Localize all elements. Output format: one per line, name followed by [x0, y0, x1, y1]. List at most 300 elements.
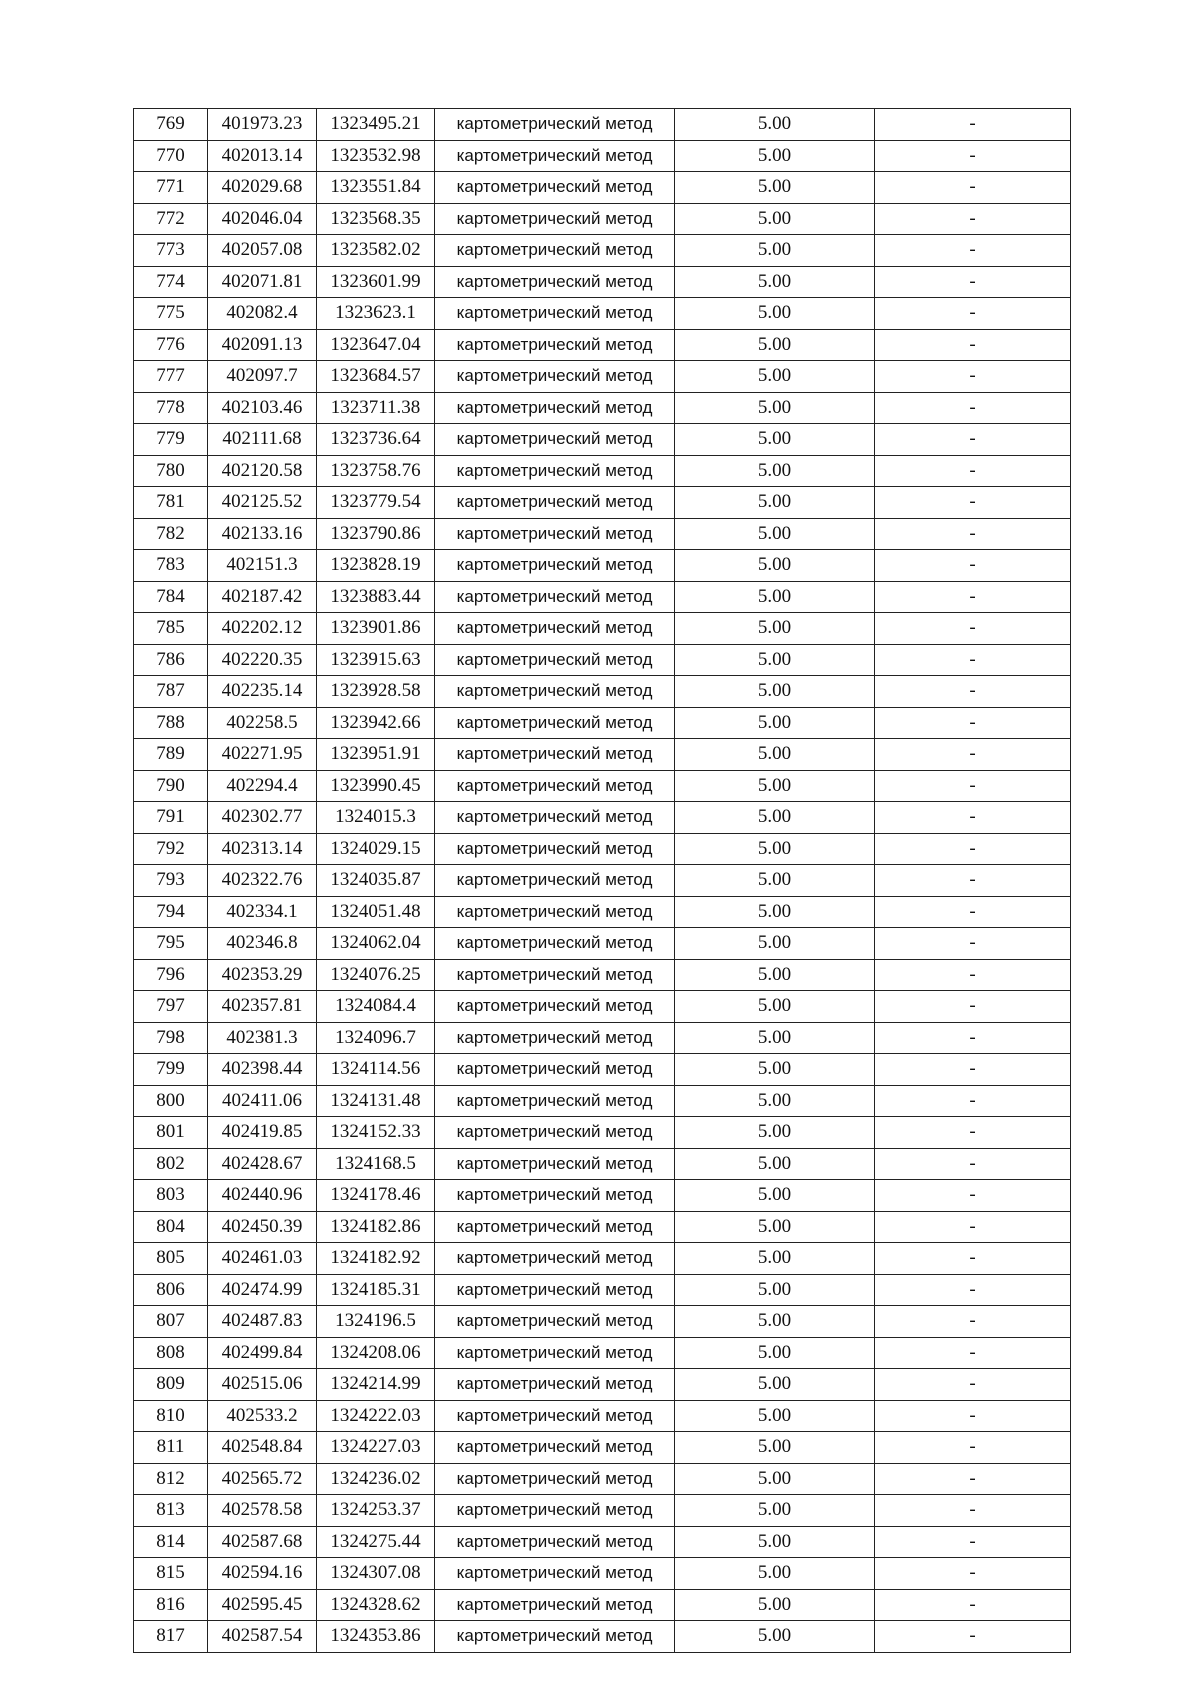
method-cell: картометрический метод	[435, 140, 675, 172]
y-coordinate-cell: 1324015.3	[317, 802, 435, 834]
x-coordinate-cell: 402258.5	[208, 707, 317, 739]
accuracy-cell: 5.00	[675, 1526, 875, 1558]
point-number-cell: 779	[134, 424, 208, 456]
method-cell: картометрический метод	[435, 1243, 675, 1275]
table-row	[134, 518, 1071, 550]
accuracy-cell: 5.00	[675, 1117, 875, 1149]
x-coordinate-cell: 402097.7	[208, 361, 317, 393]
table-row	[134, 644, 1071, 676]
y-coordinate-cell: 1324035.87	[317, 865, 435, 897]
table-row	[134, 203, 1071, 235]
coordinates-table	[133, 108, 1071, 1653]
y-coordinate-cell: 1323495.21	[317, 109, 435, 141]
y-coordinate-cell: 1323901.86	[317, 613, 435, 645]
note-cell: -	[875, 928, 1071, 960]
method-cell: картометрический метод	[435, 1054, 675, 1086]
accuracy-cell: 5.00	[675, 1085, 875, 1117]
method-cell: картометрический метод	[435, 203, 675, 235]
method-cell: картометрический метод	[435, 1526, 675, 1558]
method-cell: картометрический метод	[435, 1621, 675, 1653]
accuracy-cell: 5.00	[675, 550, 875, 582]
accuracy-cell: 5.00	[675, 1400, 875, 1432]
x-coordinate-cell: 402313.14	[208, 833, 317, 865]
point-number-cell: 781	[134, 487, 208, 519]
y-coordinate-cell: 1324307.08	[317, 1558, 435, 1590]
x-coordinate-cell: 402133.16	[208, 518, 317, 550]
x-coordinate-cell: 402013.14	[208, 140, 317, 172]
accuracy-cell: 5.00	[675, 298, 875, 330]
y-coordinate-cell: 1323758.76	[317, 455, 435, 487]
table-row	[134, 1369, 1071, 1401]
point-number-cell: 780	[134, 455, 208, 487]
note-cell: -	[875, 676, 1071, 708]
point-number-cell: 800	[134, 1085, 208, 1117]
y-coordinate-cell: 1324084.4	[317, 991, 435, 1023]
y-coordinate-cell: 1324196.5	[317, 1306, 435, 1338]
accuracy-cell: 5.00	[675, 644, 875, 676]
accuracy-cell: 5.00	[675, 1180, 875, 1212]
method-cell: картометрический метод	[435, 896, 675, 928]
x-coordinate-cell: 402440.96	[208, 1180, 317, 1212]
x-coordinate-cell: 402294.4	[208, 770, 317, 802]
x-coordinate-cell: 402346.8	[208, 928, 317, 960]
method-cell: картометрический метод	[435, 644, 675, 676]
accuracy-cell: 5.00	[675, 266, 875, 298]
y-coordinate-cell: 1323623.1	[317, 298, 435, 330]
point-number-cell: 816	[134, 1589, 208, 1621]
x-coordinate-cell: 402151.3	[208, 550, 317, 582]
coordinates-table-body	[134, 109, 1071, 1653]
note-cell: -	[875, 1621, 1071, 1653]
note-cell: -	[875, 1369, 1071, 1401]
point-number-cell: 774	[134, 266, 208, 298]
point-number-cell: 776	[134, 329, 208, 361]
accuracy-cell: 5.00	[675, 1274, 875, 1306]
x-coordinate-cell: 402515.06	[208, 1369, 317, 1401]
table-row	[134, 550, 1071, 582]
point-number-cell: 786	[134, 644, 208, 676]
table-row	[134, 928, 1071, 960]
x-coordinate-cell: 402103.46	[208, 392, 317, 424]
method-cell: картометрический метод	[435, 928, 675, 960]
method-cell: картометрический метод	[435, 959, 675, 991]
point-number-cell: 791	[134, 802, 208, 834]
note-cell: -	[875, 865, 1071, 897]
table-row	[134, 392, 1071, 424]
x-coordinate-cell: 402595.45	[208, 1589, 317, 1621]
table-row	[134, 1306, 1071, 1338]
accuracy-cell: 5.00	[675, 1589, 875, 1621]
point-number-cell: 769	[134, 109, 208, 141]
point-number-cell: 775	[134, 298, 208, 330]
accuracy-cell: 5.00	[675, 959, 875, 991]
accuracy-cell: 5.00	[675, 581, 875, 613]
note-cell: -	[875, 487, 1071, 519]
accuracy-cell: 5.00	[675, 1369, 875, 1401]
note-cell: -	[875, 109, 1071, 141]
point-number-cell: 798	[134, 1022, 208, 1054]
point-number-cell: 796	[134, 959, 208, 991]
point-number-cell: 812	[134, 1463, 208, 1495]
table-row	[134, 1148, 1071, 1180]
note-cell: -	[875, 298, 1071, 330]
y-coordinate-cell: 1324236.02	[317, 1463, 435, 1495]
table-row	[134, 1526, 1071, 1558]
method-cell: картометрический метод	[435, 739, 675, 771]
note-cell: -	[875, 203, 1071, 235]
note-cell: -	[875, 266, 1071, 298]
point-number-cell: 778	[134, 392, 208, 424]
accuracy-cell: 5.00	[675, 392, 875, 424]
method-cell: картометрический метод	[435, 1180, 675, 1212]
table-row	[134, 613, 1071, 645]
y-coordinate-cell: 1324208.06	[317, 1337, 435, 1369]
accuracy-cell: 5.00	[675, 235, 875, 267]
point-number-cell: 817	[134, 1621, 208, 1653]
x-coordinate-cell: 402565.72	[208, 1463, 317, 1495]
method-cell: картометрический метод	[435, 424, 675, 456]
note-cell: -	[875, 392, 1071, 424]
table-row	[134, 802, 1071, 834]
note-cell: -	[875, 1495, 1071, 1527]
note-cell: -	[875, 172, 1071, 204]
y-coordinate-cell: 1324168.5	[317, 1148, 435, 1180]
y-coordinate-cell: 1323779.54	[317, 487, 435, 519]
method-cell: картометрический метод	[435, 1022, 675, 1054]
note-cell: -	[875, 1558, 1071, 1590]
method-cell: картометрический метод	[435, 1432, 675, 1464]
point-number-cell: 809	[134, 1369, 208, 1401]
note-cell: -	[875, 1243, 1071, 1275]
table-row	[134, 487, 1071, 519]
table-row	[134, 1337, 1071, 1369]
x-coordinate-cell: 402111.68	[208, 424, 317, 456]
table-row	[134, 1432, 1071, 1464]
table-row	[134, 1054, 1071, 1086]
method-cell: картометрический метод	[435, 1085, 675, 1117]
note-cell: -	[875, 1526, 1071, 1558]
y-coordinate-cell: 1323601.99	[317, 266, 435, 298]
note-cell: -	[875, 1274, 1071, 1306]
point-number-cell: 770	[134, 140, 208, 172]
method-cell: картометрический метод	[435, 235, 675, 267]
accuracy-cell: 5.00	[675, 487, 875, 519]
table-row	[134, 140, 1071, 172]
note-cell: -	[875, 1085, 1071, 1117]
table-row	[134, 235, 1071, 267]
table-row	[134, 1211, 1071, 1243]
point-number-cell: 784	[134, 581, 208, 613]
table-row	[134, 1463, 1071, 1495]
note-cell: -	[875, 1117, 1071, 1149]
y-coordinate-cell: 1324214.99	[317, 1369, 435, 1401]
note-cell: -	[875, 1463, 1071, 1495]
x-coordinate-cell: 402091.13	[208, 329, 317, 361]
note-cell: -	[875, 1211, 1071, 1243]
x-coordinate-cell: 402334.1	[208, 896, 317, 928]
note-cell: -	[875, 770, 1071, 802]
x-coordinate-cell: 402125.52	[208, 487, 317, 519]
note-cell: -	[875, 361, 1071, 393]
point-number-cell: 785	[134, 613, 208, 645]
x-coordinate-cell: 402322.76	[208, 865, 317, 897]
y-coordinate-cell: 1323883.44	[317, 581, 435, 613]
table-row	[134, 707, 1071, 739]
accuracy-cell: 5.00	[675, 928, 875, 960]
y-coordinate-cell: 1323647.04	[317, 329, 435, 361]
accuracy-cell: 5.00	[675, 739, 875, 771]
accuracy-cell: 5.00	[675, 455, 875, 487]
note-cell: -	[875, 581, 1071, 613]
method-cell: картометрический метод	[435, 1558, 675, 1590]
y-coordinate-cell: 1323990.45	[317, 770, 435, 802]
accuracy-cell: 5.00	[675, 676, 875, 708]
y-coordinate-cell: 1324051.48	[317, 896, 435, 928]
table-row	[134, 1558, 1071, 1590]
y-coordinate-cell: 1324178.46	[317, 1180, 435, 1212]
table-row	[134, 361, 1071, 393]
y-coordinate-cell: 1324131.48	[317, 1085, 435, 1117]
accuracy-cell: 5.00	[675, 109, 875, 141]
accuracy-cell: 5.00	[675, 1306, 875, 1338]
method-cell: картометрический метод	[435, 1495, 675, 1527]
point-number-cell: 783	[134, 550, 208, 582]
x-coordinate-cell: 402353.29	[208, 959, 317, 991]
y-coordinate-cell: 1324353.86	[317, 1621, 435, 1653]
x-coordinate-cell: 402548.84	[208, 1432, 317, 1464]
accuracy-cell: 5.00	[675, 203, 875, 235]
y-coordinate-cell: 1324152.33	[317, 1117, 435, 1149]
accuracy-cell: 5.00	[675, 329, 875, 361]
y-coordinate-cell: 1323828.19	[317, 550, 435, 582]
note-cell: -	[875, 455, 1071, 487]
table-row	[134, 172, 1071, 204]
x-coordinate-cell: 402271.95	[208, 739, 317, 771]
x-coordinate-cell: 402398.44	[208, 1054, 317, 1086]
accuracy-cell: 5.00	[675, 172, 875, 204]
x-coordinate-cell: 402029.68	[208, 172, 317, 204]
x-coordinate-cell: 402302.77	[208, 802, 317, 834]
y-coordinate-cell: 1324096.7	[317, 1022, 435, 1054]
y-coordinate-cell: 1323711.38	[317, 392, 435, 424]
y-coordinate-cell: 1323551.84	[317, 172, 435, 204]
method-cell: картометрический метод	[435, 1589, 675, 1621]
y-coordinate-cell: 1324182.92	[317, 1243, 435, 1275]
x-coordinate-cell: 402202.12	[208, 613, 317, 645]
method-cell: картометрический метод	[435, 298, 675, 330]
x-coordinate-cell: 402235.14	[208, 676, 317, 708]
accuracy-cell: 5.00	[675, 361, 875, 393]
point-number-cell: 814	[134, 1526, 208, 1558]
table-row	[134, 1180, 1071, 1212]
method-cell: картометрический метод	[435, 455, 675, 487]
table-row	[134, 1400, 1071, 1432]
note-cell: -	[875, 1337, 1071, 1369]
table-row	[134, 1085, 1071, 1117]
method-cell: картометрический метод	[435, 770, 675, 802]
table-row	[134, 298, 1071, 330]
table-row	[134, 1621, 1071, 1653]
table-row	[134, 109, 1071, 141]
note-cell: -	[875, 518, 1071, 550]
y-coordinate-cell: 1324114.56	[317, 1054, 435, 1086]
method-cell: картометрический метод	[435, 487, 675, 519]
table-row	[134, 991, 1071, 1023]
y-coordinate-cell: 1323942.66	[317, 707, 435, 739]
point-number-cell: 808	[134, 1337, 208, 1369]
method-cell: картометрический метод	[435, 109, 675, 141]
x-coordinate-cell: 402461.03	[208, 1243, 317, 1275]
point-number-cell: 792	[134, 833, 208, 865]
x-coordinate-cell: 402587.54	[208, 1621, 317, 1653]
point-number-cell: 815	[134, 1558, 208, 1590]
accuracy-cell: 5.00	[675, 1337, 875, 1369]
x-coordinate-cell: 402533.2	[208, 1400, 317, 1432]
accuracy-cell: 5.00	[675, 613, 875, 645]
point-number-cell: 802	[134, 1148, 208, 1180]
y-coordinate-cell: 1324182.86	[317, 1211, 435, 1243]
table-row	[134, 739, 1071, 771]
method-cell: картометрический метод	[435, 991, 675, 1023]
accuracy-cell: 5.00	[675, 1558, 875, 1590]
y-coordinate-cell: 1323532.98	[317, 140, 435, 172]
table-row	[134, 896, 1071, 928]
accuracy-cell: 5.00	[675, 1211, 875, 1243]
method-cell: картометрический метод	[435, 707, 675, 739]
accuracy-cell: 5.00	[675, 1022, 875, 1054]
point-number-cell: 797	[134, 991, 208, 1023]
point-number-cell: 787	[134, 676, 208, 708]
accuracy-cell: 5.00	[675, 865, 875, 897]
method-cell: картометрический метод	[435, 1306, 675, 1338]
method-cell: картометрический метод	[435, 172, 675, 204]
point-number-cell: 813	[134, 1495, 208, 1527]
method-cell: картометрический метод	[435, 361, 675, 393]
method-cell: картометрический метод	[435, 1274, 675, 1306]
table-row	[134, 959, 1071, 991]
method-cell: картометрический метод	[435, 1463, 675, 1495]
table-row	[134, 676, 1071, 708]
table-row	[134, 1117, 1071, 1149]
y-coordinate-cell: 1323915.63	[317, 644, 435, 676]
note-cell: -	[875, 1054, 1071, 1086]
x-coordinate-cell: 402411.06	[208, 1085, 317, 1117]
table-row	[134, 1274, 1071, 1306]
note-cell: -	[875, 896, 1071, 928]
x-coordinate-cell: 402428.67	[208, 1148, 317, 1180]
x-coordinate-cell: 402220.35	[208, 644, 317, 676]
accuracy-cell: 5.00	[675, 424, 875, 456]
method-cell: картометрический метод	[435, 1400, 675, 1432]
x-coordinate-cell: 402594.16	[208, 1558, 317, 1590]
y-coordinate-cell: 1324029.15	[317, 833, 435, 865]
method-cell: картометрический метод	[435, 1148, 675, 1180]
note-cell: -	[875, 1148, 1071, 1180]
note-cell: -	[875, 644, 1071, 676]
y-coordinate-cell: 1323928.58	[317, 676, 435, 708]
accuracy-cell: 5.00	[675, 802, 875, 834]
x-coordinate-cell: 402057.08	[208, 235, 317, 267]
y-coordinate-cell: 1323736.64	[317, 424, 435, 456]
x-coordinate-cell: 402381.3	[208, 1022, 317, 1054]
y-coordinate-cell: 1323951.91	[317, 739, 435, 771]
note-cell: -	[875, 613, 1071, 645]
accuracy-cell: 5.00	[675, 833, 875, 865]
accuracy-cell: 5.00	[675, 991, 875, 1023]
method-cell: картометрический метод	[435, 1369, 675, 1401]
point-number-cell: 788	[134, 707, 208, 739]
accuracy-cell: 5.00	[675, 1463, 875, 1495]
note-cell: -	[875, 1400, 1071, 1432]
point-number-cell: 794	[134, 896, 208, 928]
x-coordinate-cell: 402120.58	[208, 455, 317, 487]
accuracy-cell: 5.00	[675, 896, 875, 928]
note-cell: -	[875, 739, 1071, 771]
note-cell: -	[875, 1022, 1071, 1054]
x-coordinate-cell: 402187.42	[208, 581, 317, 613]
y-coordinate-cell: 1324227.03	[317, 1432, 435, 1464]
y-coordinate-cell: 1323582.02	[317, 235, 435, 267]
y-coordinate-cell: 1324062.04	[317, 928, 435, 960]
accuracy-cell: 5.00	[675, 140, 875, 172]
note-cell: -	[875, 802, 1071, 834]
table-row	[134, 1243, 1071, 1275]
method-cell: картометрический метод	[435, 550, 675, 582]
point-number-cell: 803	[134, 1180, 208, 1212]
y-coordinate-cell: 1324185.31	[317, 1274, 435, 1306]
y-coordinate-cell: 1323790.86	[317, 518, 435, 550]
accuracy-cell: 5.00	[675, 1148, 875, 1180]
point-number-cell: 772	[134, 203, 208, 235]
point-number-cell: 799	[134, 1054, 208, 1086]
point-number-cell: 806	[134, 1274, 208, 1306]
accuracy-cell: 5.00	[675, 1432, 875, 1464]
method-cell: картометрический метод	[435, 1337, 675, 1369]
accuracy-cell: 5.00	[675, 1243, 875, 1275]
point-number-cell: 777	[134, 361, 208, 393]
note-cell: -	[875, 1589, 1071, 1621]
point-number-cell: 782	[134, 518, 208, 550]
table-row	[134, 1589, 1071, 1621]
point-number-cell: 804	[134, 1211, 208, 1243]
note-cell: -	[875, 1306, 1071, 1338]
x-coordinate-cell: 402357.81	[208, 991, 317, 1023]
note-cell: -	[875, 833, 1071, 865]
point-number-cell: 790	[134, 770, 208, 802]
method-cell: картометрический метод	[435, 1117, 675, 1149]
x-coordinate-cell: 402474.99	[208, 1274, 317, 1306]
point-number-cell: 789	[134, 739, 208, 771]
table-row	[134, 770, 1071, 802]
method-cell: картометрический метод	[435, 329, 675, 361]
table-row	[134, 581, 1071, 613]
accuracy-cell: 5.00	[675, 518, 875, 550]
x-coordinate-cell: 402419.85	[208, 1117, 317, 1149]
method-cell: картометрический метод	[435, 865, 675, 897]
x-coordinate-cell: 401973.23	[208, 109, 317, 141]
table-row	[134, 1022, 1071, 1054]
accuracy-cell: 5.00	[675, 770, 875, 802]
note-cell: -	[875, 550, 1071, 582]
x-coordinate-cell: 402587.68	[208, 1526, 317, 1558]
note-cell: -	[875, 991, 1071, 1023]
accuracy-cell: 5.00	[675, 1621, 875, 1653]
point-number-cell: 805	[134, 1243, 208, 1275]
point-number-cell: 811	[134, 1432, 208, 1464]
table-row	[134, 865, 1071, 897]
table-row	[134, 329, 1071, 361]
method-cell: картометрический метод	[435, 613, 675, 645]
